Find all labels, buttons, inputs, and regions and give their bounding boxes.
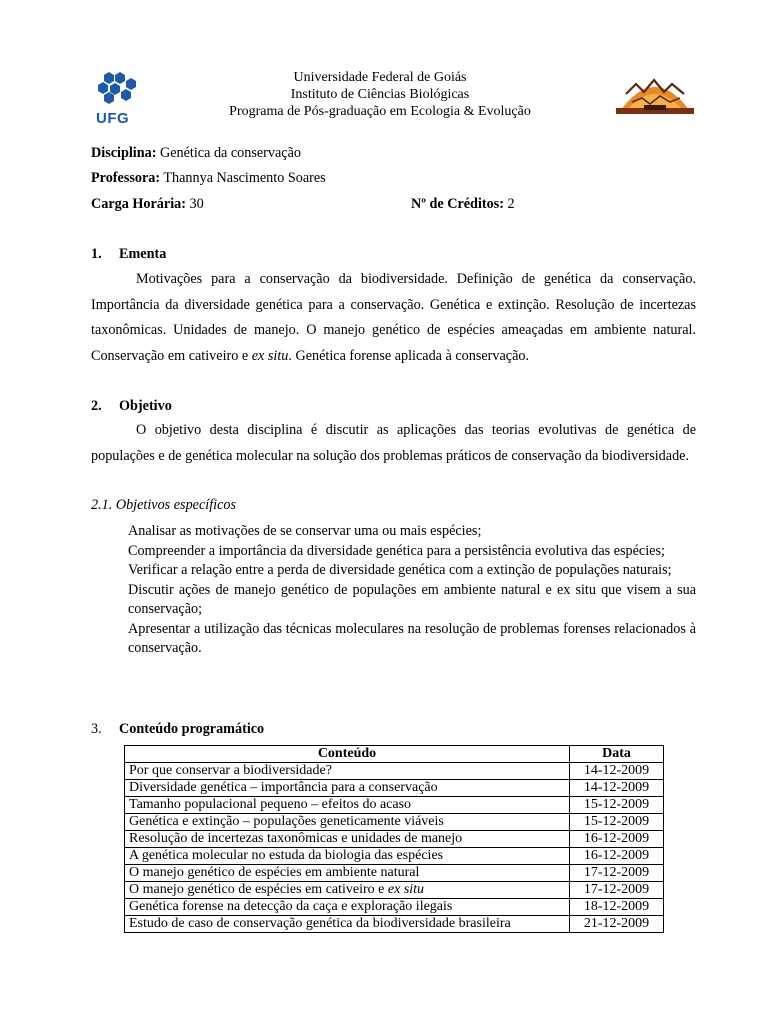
objetivo-number: 2. xyxy=(91,398,102,414)
ufg-logo-text: UFG xyxy=(96,110,130,127)
date-cell: 16-12-2009 xyxy=(570,831,664,848)
ementa-text-main: Motivações para a conservação da biodiversidade. Definição de genética da conservação. Importância da diversidade genética para a conservação. Genética e extinção. Resolução de incertezas taxonômicas. Unidades de manejo. O manejo genético de espécies ameaçadas em ambiente natural. Conservação em cativeiro e xyxy=(91,271,696,364)
table-row xyxy=(125,814,664,831)
table-row xyxy=(125,865,664,882)
date-cell: 14-12-2009 xyxy=(570,780,664,797)
topic-cell: Genética forense na detecção da caça e exploração ilegais xyxy=(125,899,570,916)
objetivo-item: Verificar a relação entre a perda de diversidade genética com a extinção de populações naturais; xyxy=(128,562,672,578)
date-cell: 17-12-2009 xyxy=(570,882,664,899)
date-cell: 16-12-2009 xyxy=(570,848,664,865)
topic-cell: Genética e extinção – populações geneticamente viáveis xyxy=(125,814,570,831)
topic-cell: Por que conservar a biodiversidade? xyxy=(125,763,570,780)
objetivo-item: Analisar as motivações de se conservar uma ou mais espécies; xyxy=(128,523,482,539)
topic-cell: Estudo de caso de conservação genética da biodiversidade brasileira xyxy=(125,916,570,933)
topic-cell xyxy=(125,882,570,899)
ementa-text-exsitu: ex situ xyxy=(251,347,289,364)
table-row xyxy=(125,763,664,780)
program-logo xyxy=(614,68,696,116)
objetivos-list xyxy=(128,522,696,659)
table-row xyxy=(125,882,664,899)
table-row xyxy=(125,780,664,797)
table-header-row xyxy=(125,746,664,763)
table-row xyxy=(125,916,664,933)
carga-value: 30 xyxy=(185,196,204,212)
objetivo-item: Discutir ações de manejo genético de populações em ambiente natural e ex situ que visem a sua conservação; xyxy=(128,581,696,617)
topic-cell: A genética molecular no estuda da biologia das espécies xyxy=(125,848,570,865)
header-block xyxy=(160,69,600,120)
date-cell: 18-12-2009 xyxy=(570,899,664,916)
date-cell: 15-12-2009 xyxy=(570,814,664,831)
disciplina-label: Disciplina: xyxy=(91,145,157,161)
creditos-label: Nº de Créditos: xyxy=(411,196,504,212)
table-row xyxy=(125,831,664,848)
professora-label: Professora: xyxy=(91,170,161,186)
table-row xyxy=(125,797,664,814)
institute-name: Instituto de Ciências Biológicas xyxy=(290,87,470,102)
disciplina-value: Genética da conservação xyxy=(156,145,301,161)
conteudo-title: Conteúdo programático xyxy=(119,721,265,737)
ementa-text xyxy=(91,267,696,369)
ementa-number: 1. xyxy=(91,246,102,262)
ementa-title: Ementa xyxy=(119,246,167,262)
carga-line xyxy=(91,196,696,213)
ementa-text-end: . Genética forense aplicada à conservação. xyxy=(288,347,530,364)
objetivos-especificos-title: 2.1. Objetivos específicos xyxy=(91,497,236,513)
topic-cell: Tamanho populacional pequeno – efeitos do acaso xyxy=(125,797,570,814)
topic-cell: O manejo genético de espécies em ambiente natural xyxy=(125,865,570,882)
ecology-program-icon xyxy=(614,68,696,116)
professora-value: Thannya Nascimento Soares xyxy=(160,170,326,186)
date-cell: 21-12-2009 xyxy=(570,916,664,933)
topic-text: O manejo genético de espécies em cativeiro e xyxy=(129,882,388,897)
professora-line xyxy=(91,170,696,187)
creditos-line xyxy=(411,196,515,213)
col-data-header: Data xyxy=(570,746,664,763)
objetivo-title: Objetivo xyxy=(119,398,172,414)
col-conteudo-header: Conteúdo xyxy=(125,746,570,763)
university-name: Universidade Federal de Goiás xyxy=(293,70,467,85)
date-cell: 17-12-2009 xyxy=(570,865,664,882)
table-row xyxy=(125,848,664,865)
ufg-hexagon-icon xyxy=(96,70,138,106)
date-cell: 14-12-2009 xyxy=(570,763,664,780)
conteudo-table-wrap xyxy=(124,745,664,933)
program-name: Programa de Pós-graduação em Ecologia & Evolução xyxy=(229,104,531,119)
creditos-value: 2 xyxy=(503,196,515,212)
objetivo-text: O objetivo desta disciplina é discutir as aplicações das teorias evolutivas de genética de populações e de genética molecular na solução dos problemas práticos de conservação da biodiversidade. xyxy=(91,422,696,464)
disciplina-line xyxy=(91,145,696,162)
date-cell: 15-12-2009 xyxy=(570,797,664,814)
objetivo-item: Apresentar a utilização das técnicas moleculares na resolução de problemas forenses relacionados à conservação. xyxy=(128,620,696,656)
objetivo-item: Compreender a importância da diversidade genética para a persistência evolutiva das espécies; xyxy=(128,542,665,559)
topic-cell: Resolução de incertezas taxonômicas e unidades de manejo xyxy=(125,831,570,848)
carga-label: Carga Horária: xyxy=(91,196,186,212)
topic-text-exsitu: ex situ xyxy=(387,882,425,897)
conteudo-number: 3. xyxy=(91,721,102,737)
ufg-logo xyxy=(96,70,138,127)
table-row xyxy=(125,899,664,916)
topic-cell: Diversidade genética – importância para a conservação xyxy=(125,780,570,797)
conteudo-table xyxy=(124,745,664,933)
